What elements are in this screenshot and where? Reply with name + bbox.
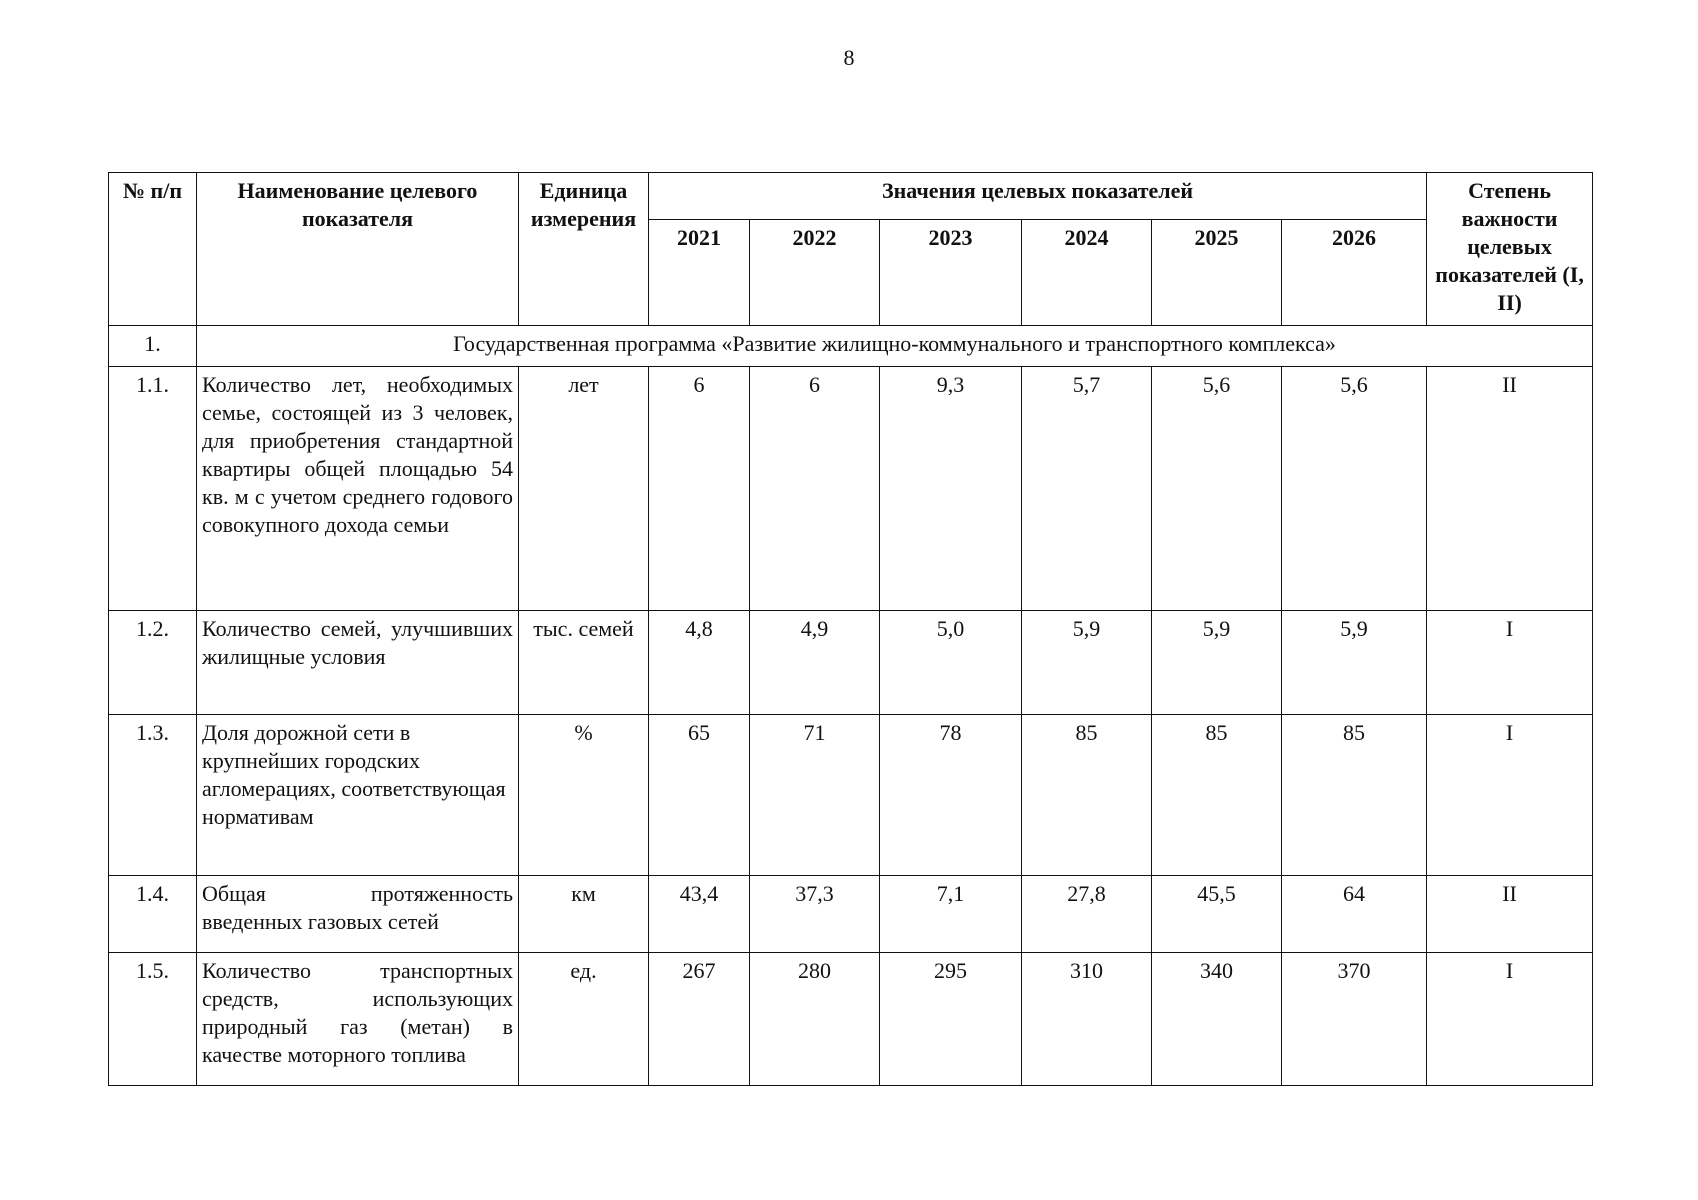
- row-value-2026: 370: [1282, 953, 1427, 1086]
- row-unit: км: [519, 876, 649, 953]
- row-value-2026: 5,9: [1282, 611, 1427, 715]
- row-indicator-name: Количество лет, необходимых семье, состоящей из 3 человек, для приобретения стандартной квартиры общей площадью 54 кв. м с учетом среднего годового совокупного дохода семьи: [197, 367, 519, 611]
- row-value-2023: 7,1: [880, 876, 1022, 953]
- section-row: [109, 326, 1593, 367]
- row-value-2025: 5,9: [1152, 611, 1282, 715]
- section-title: Государственная программа «Развитие жилищно-коммунального и транспортного комплекса»: [197, 326, 1593, 367]
- row-importance: II: [1427, 367, 1593, 611]
- row-value-2026: 5,6: [1282, 367, 1427, 611]
- row-value-2022: 280: [750, 953, 880, 1086]
- indicators-table: [108, 172, 1593, 1086]
- table-row: [109, 715, 1593, 876]
- row-value-2021: 6: [649, 367, 750, 611]
- row-value-2021: 267: [649, 953, 750, 1086]
- row-value-2024: 27,8: [1022, 876, 1152, 953]
- row-importance: I: [1427, 611, 1593, 715]
- table-row: [109, 953, 1593, 1086]
- row-value-2024: 5,9: [1022, 611, 1152, 715]
- section-no: 1.: [109, 326, 197, 367]
- header-year: 2026: [1282, 220, 1427, 326]
- row-value-2021: 43,4: [649, 876, 750, 953]
- table-row: [109, 876, 1593, 953]
- row-importance: II: [1427, 876, 1593, 953]
- row-value-2021: 4,8: [649, 611, 750, 715]
- row-value-2025: 85: [1152, 715, 1282, 876]
- table-row: [109, 611, 1593, 715]
- header-year: 2021: [649, 220, 750, 326]
- header-values-group: Значения целевых показателей: [649, 173, 1427, 220]
- page-number: 8: [843, 45, 855, 70]
- row-value-2024: 5,7: [1022, 367, 1152, 611]
- row-value-2023: 5,0: [880, 611, 1022, 715]
- row-value-2023: 78: [880, 715, 1022, 876]
- row-unit: ед.: [519, 953, 649, 1086]
- header-no: № п/п: [109, 173, 197, 326]
- row-no: 1.5.: [109, 953, 197, 1086]
- row-value-2024: 310: [1022, 953, 1152, 1086]
- row-importance: I: [1427, 715, 1593, 876]
- row-indicator-name: Количество семей, улучшивших жилищные условия: [197, 611, 519, 715]
- row-value-2022: 6: [750, 367, 880, 611]
- header-year: 2022: [750, 220, 880, 326]
- header-unit: Единица измерения: [519, 173, 649, 326]
- header-row-top: [109, 173, 1593, 220]
- row-no: 1.4.: [109, 876, 197, 953]
- row-value-2022: 71: [750, 715, 880, 876]
- row-value-2022: 4,9: [750, 611, 880, 715]
- row-value-2022: 37,3: [750, 876, 880, 953]
- row-no: 1.3.: [109, 715, 197, 876]
- row-value-2025: 45,5: [1152, 876, 1282, 953]
- row-value-2025: 5,6: [1152, 367, 1282, 611]
- row-unit: лет: [519, 367, 649, 611]
- header-name: Наименование целевого показателя: [197, 173, 519, 326]
- table-row: [109, 367, 1593, 611]
- row-indicator-name: Количество транспортных средств, использующих природный газ (метан) в качестве моторного топлива: [197, 953, 519, 1086]
- row-no: 1.1.: [109, 367, 197, 611]
- row-indicator-name: Доля дорожной сети в крупнейших городских агломерациях, соответствующая нормативам: [197, 715, 519, 876]
- row-value-2025: 340: [1152, 953, 1282, 1086]
- row-value-2021: 65: [649, 715, 750, 876]
- row-value-2026: 64: [1282, 876, 1427, 953]
- row-unit: %: [519, 715, 649, 876]
- row-value-2023: 9,3: [880, 367, 1022, 611]
- row-indicator-name: Общая протяженность введенных газовых сетей: [197, 876, 519, 953]
- row-importance: I: [1427, 953, 1593, 1086]
- header-year: 2025: [1152, 220, 1282, 326]
- header-importance: Степень важности целевых показателей (I, II): [1427, 173, 1593, 326]
- header-year: 2024: [1022, 220, 1152, 326]
- row-unit: тыс. семей: [519, 611, 649, 715]
- row-value-2024: 85: [1022, 715, 1152, 876]
- row-value-2026: 85: [1282, 715, 1427, 876]
- row-no: 1.2.: [109, 611, 197, 715]
- header-year: 2023: [880, 220, 1022, 326]
- row-value-2023: 295: [880, 953, 1022, 1086]
